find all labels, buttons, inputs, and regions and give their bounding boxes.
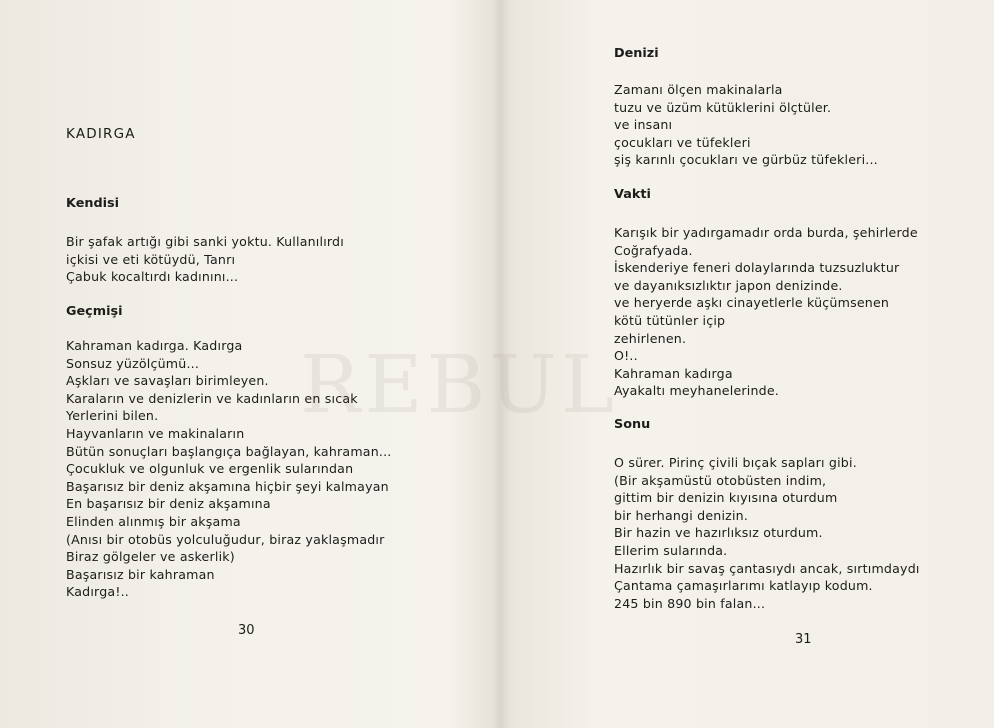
verse-line: Kahraman kadırga <box>614 365 733 381</box>
section-heading-gecmisi: Geçmişi <box>66 304 123 319</box>
section-heading-vakti: Vakti <box>614 187 651 202</box>
verse-line: Karaların ve denizlerin ve kadınların en sıcak <box>66 390 358 406</box>
verse-line: ve insanı <box>614 117 673 133</box>
verse-line: gittim bir denizin kıyısına oturdum <box>614 490 838 506</box>
verse-line: Elinden alınmış bir akşama <box>66 513 241 529</box>
verse-line: kötü tütünler içip <box>614 312 726 328</box>
verse-line: şiş karınlı çocukları ve gürbüz tüfekleri... <box>614 152 878 168</box>
watermark: REBUL <box>300 338 618 431</box>
verse-line: Bütün sonuçları başlangıça bağlayan, kahraman... <box>66 443 392 459</box>
page-number-left: 30 <box>238 623 255 638</box>
verse-line: ve dayanıksızlıktır japon denizinde. <box>614 277 843 293</box>
verse-line: Bir hazin ve hazırlıksız oturdum. <box>614 525 823 541</box>
verse-line: Ayakaltı meyhanelerinde. <box>614 383 780 399</box>
verse-line: Hayvanların ve makinaların <box>66 425 245 441</box>
verse-line: (Bir akşamüstü otobüsten indim, <box>614 472 827 488</box>
verse-line: Çabuk kocaltırdı kadınını... <box>66 269 239 285</box>
chapter-title: KADIRGA <box>66 126 136 142</box>
verse-line: Bir şafak artığı gibi sanki yoktu. Kullanılırdı <box>66 234 344 249</box>
verse-line: tuzu ve üzüm kütüklerini ölçtüler. <box>614 99 832 115</box>
section-heading-sonu: Sonu <box>614 417 651 432</box>
verse-line: O sürer. Pirinç çivili bıçak sapları gibi. <box>614 455 857 470</box>
section-body-gecmisi <box>66 337 392 601</box>
page-number-right: 31 <box>795 632 812 647</box>
verse-line: Çocukluk ve olgunluk ve ergenlik sularından <box>66 461 354 477</box>
verse-line: Sonsuz yüzölçümü... <box>66 355 200 371</box>
verse-line: Başarısız bir kahraman <box>66 566 215 582</box>
verse-line: Zamanı ölçen makinalarla <box>614 82 783 97</box>
section-heading-denizi: Denizi <box>614 46 659 61</box>
verse-line: Kahraman kadırga. Kadırga <box>66 338 243 353</box>
right-page <box>503 0 994 728</box>
verse-line: Başarısız bir deniz akşamına hiçbir şeyi kalmayan <box>66 478 389 494</box>
verse-line: Çantama çamaşırlarımı katlayıp kodum. <box>614 578 873 594</box>
verse-line: Ellerim sularında. <box>614 542 728 558</box>
verse-line: çocukları ve tüfekleri <box>614 134 751 150</box>
verse-line: Coğrafyada. <box>614 242 693 258</box>
verse-line: İskenderiye feneri dolaylarında tuzsuzluktur <box>614 260 900 276</box>
verse-line: Kadırga!.. <box>66 584 129 600</box>
section-body-sonu <box>614 454 920 612</box>
section-heading-kendisi: Kendisi <box>66 196 120 211</box>
verse-line: En başarısız bir deniz akşamına <box>66 496 271 512</box>
verse-line: O!.. <box>614 348 638 364</box>
verse-line: bir herhangi denizin. <box>614 507 749 523</box>
verse-line: Biraz gölgeler ve askerlik) <box>66 549 235 565</box>
verse-line: zehirlenen. <box>614 330 687 346</box>
verse-line: Aşkları ve savaşları birimleyen. <box>66 373 269 389</box>
verse-line: Yerlerini bilen. <box>66 408 159 424</box>
section-body-vakti <box>614 224 918 400</box>
verse-line: Karışık bir yadırgamadır orda burda, şehirlerde <box>614 225 918 240</box>
verse-line: içkisi ve eti kötüydü, Tanrı <box>66 251 236 267</box>
verse-line: ve heryerde aşkı cinayetlerle küçümsenen <box>614 295 890 311</box>
verse-line: (Anısı bir otobüs yolculuğudur, biraz yaklaşmadır <box>66 531 385 547</box>
verse-line: 245 bin 890 bin falan... <box>614 595 766 611</box>
section-body-denizi <box>614 81 878 169</box>
verse-line: Hazırlık bir savaş çantasıydı ancak, sırtımdaydı <box>614 560 920 576</box>
section-body-kendisi <box>66 233 344 286</box>
